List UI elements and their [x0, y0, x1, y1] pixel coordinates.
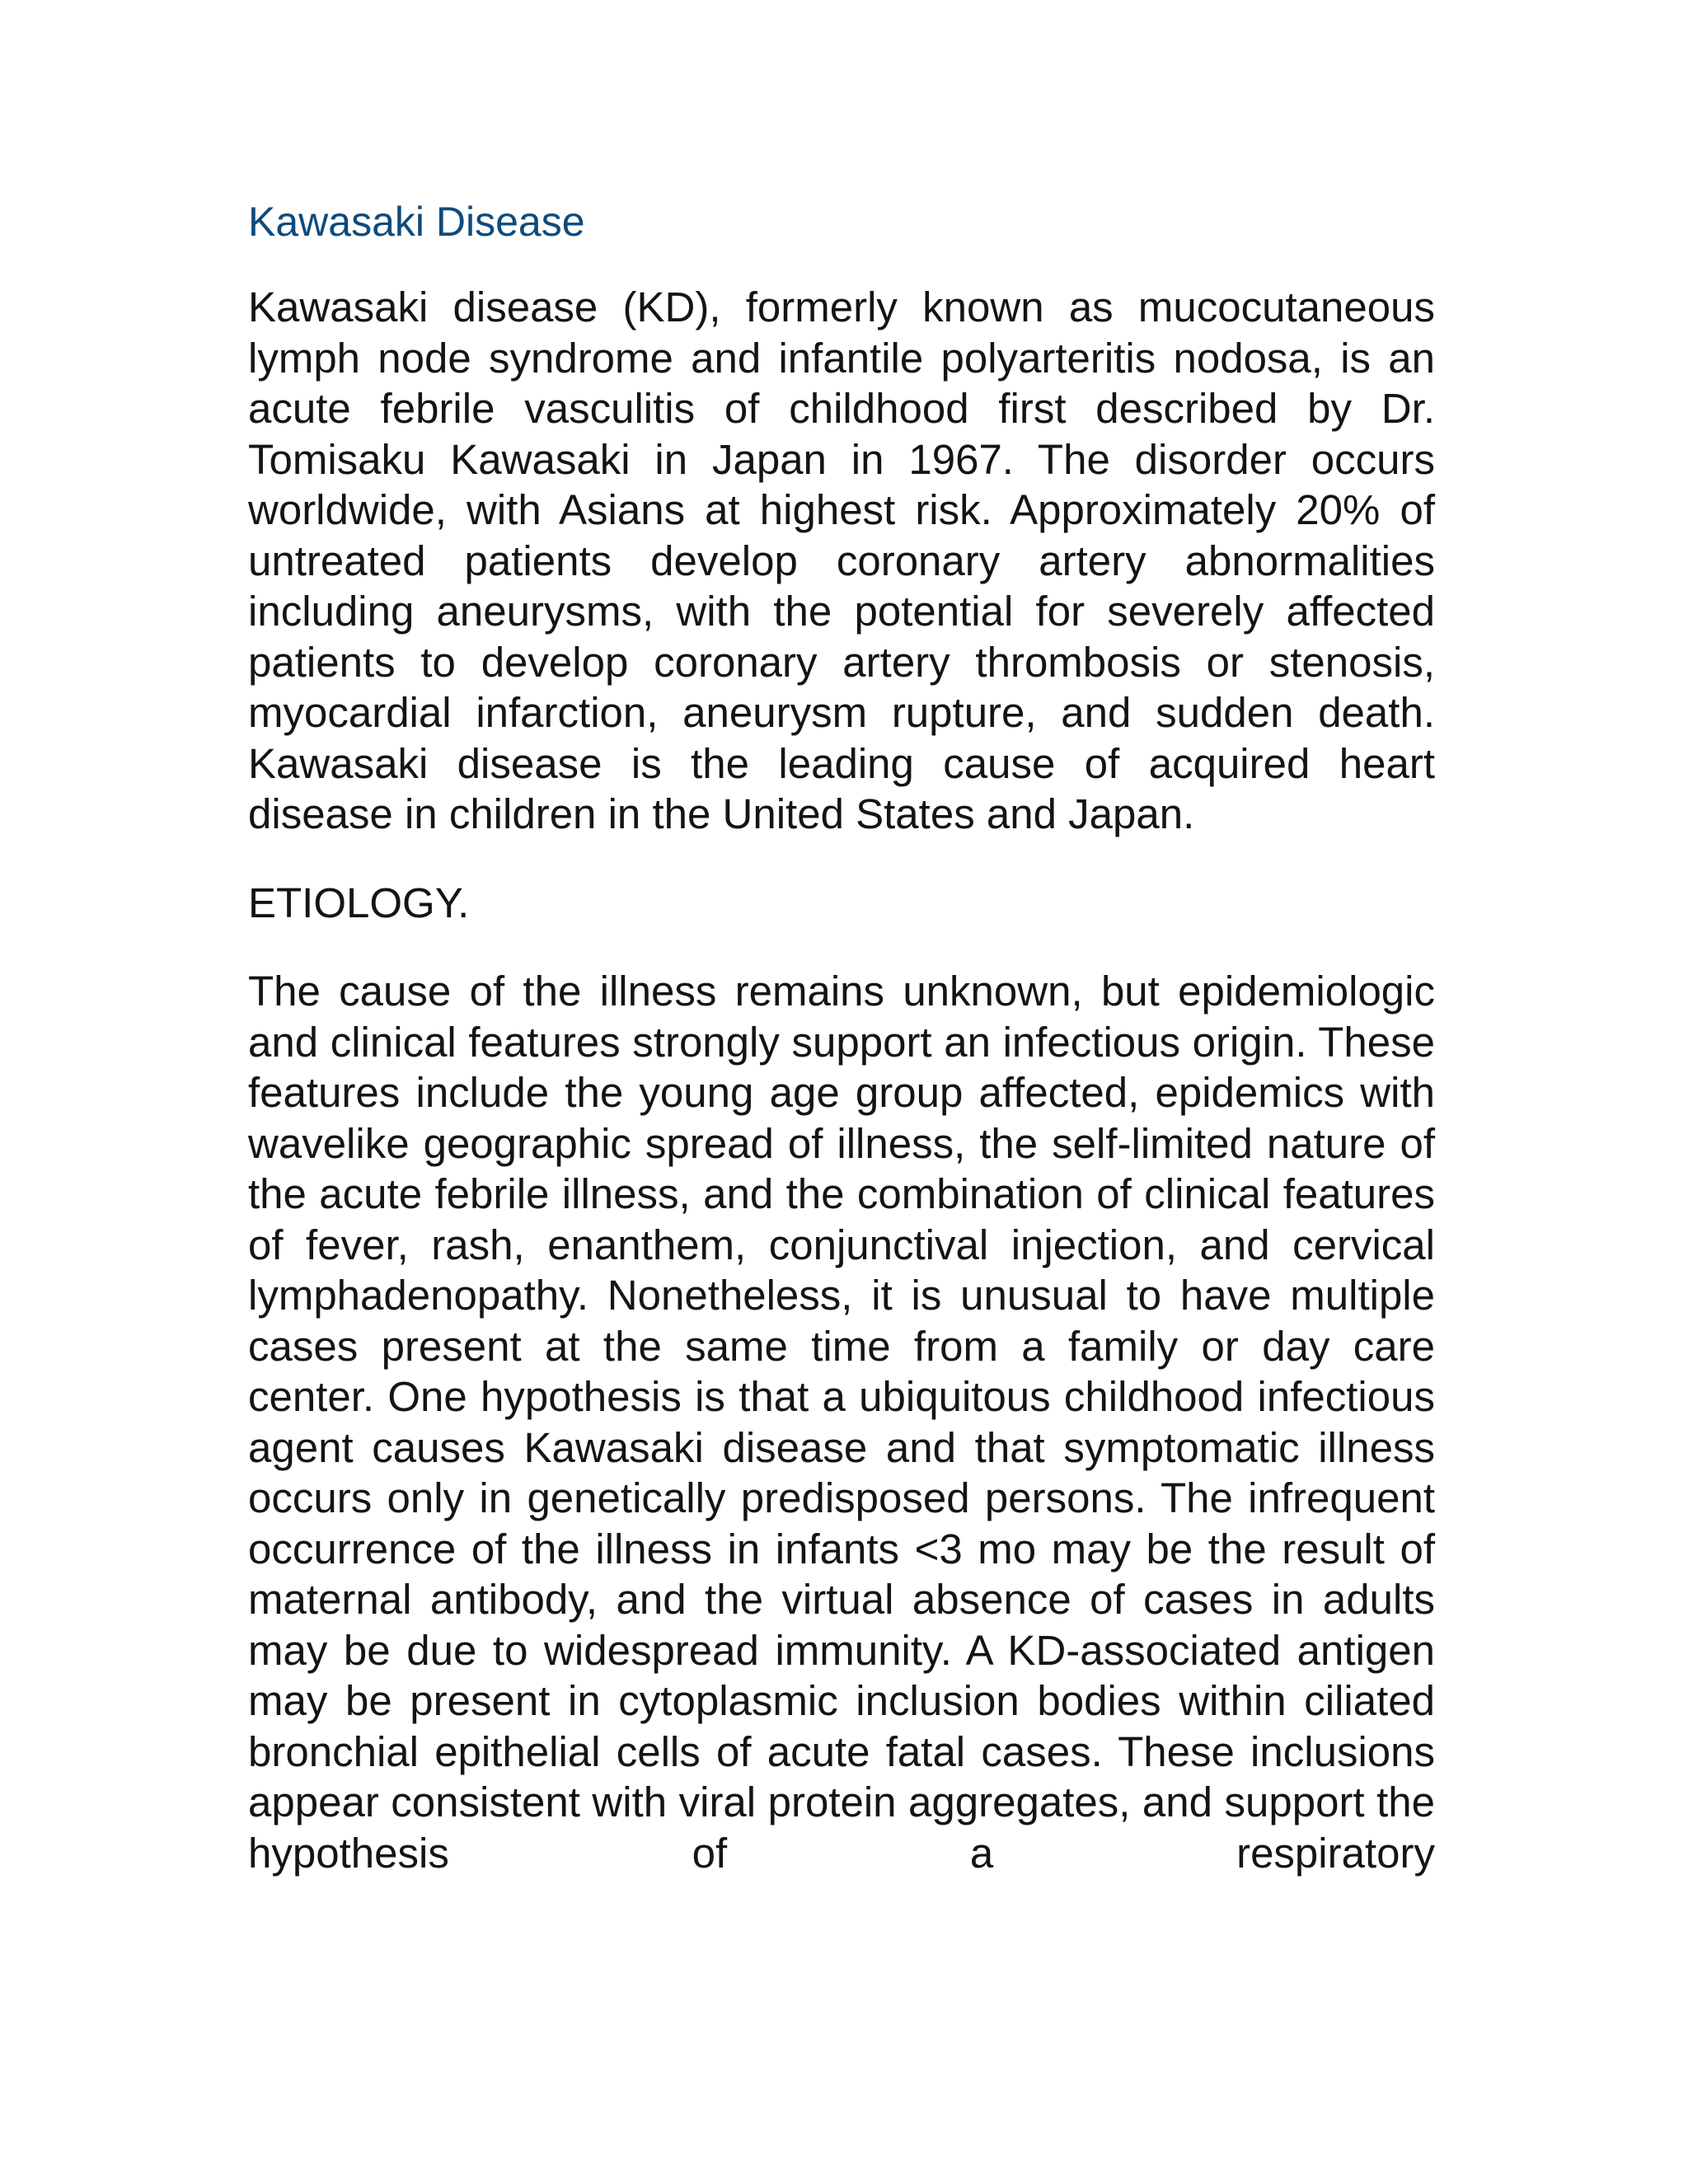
intro-paragraph: Kawasaki disease (KD), formerly known as mucocutaneous lymph node syndrome and infantile polyarteritis nodosa, is an acute febrile vasculitis of childhood first described by Dr. Tomisaku Kawasaki in Japan in 1967. The disorder occurs worldwide, with Asians at highest risk. Approximately 20% of untreated patients develop coronary artery abnormalities including aneurysms, with the potential for severely affected patients to develop coronary artery thrombosis or stenosis, myocardial infarction, aneurysm rupture, and sudden death. Kawasaki disease is the leading cause of acquired heart disease in children in the United States and Japan.	[248, 284, 1435, 837]
etiology-paragraph: The cause of the illness remains unknown, but epidemiologic and clinical features strongly support an infectious origin. These features include the young age group affected, epidemics with wavelike geographic spread of illness, the self-limited nature of the acute febrile illness, and the combination of clinical features of fever, rash, enanthem, conjunctival injection, and cervical lymphadenopathy. Nonetheless, it is unusual to have multiple cases present at the same time from a family or day care center. One hypothesis is that a ubiquitous childhood infectious agent causes Kawasaki disease and that symptomatic illness occurs only in genetically predisposed persons. The infrequent occurrence of the illness in infants <3 mo may be the result of maternal antibody, and the virtual absence of cases in adults may be due to widespread immunity. A KD-associated antigen may be present in cytoplasmic inclusion bodies within ciliated bronchial epithelial cells of acute fatal cases. These inclusions appear consistent with viral protein aggregates, and support the hypothesis of a respiratory	[248, 968, 1435, 1877]
document-content	[248, 196, 1435, 1878]
etiology-heading: ETIOLOGY.	[248, 879, 470, 926]
document-title: Kawasaki Disease	[248, 199, 585, 245]
